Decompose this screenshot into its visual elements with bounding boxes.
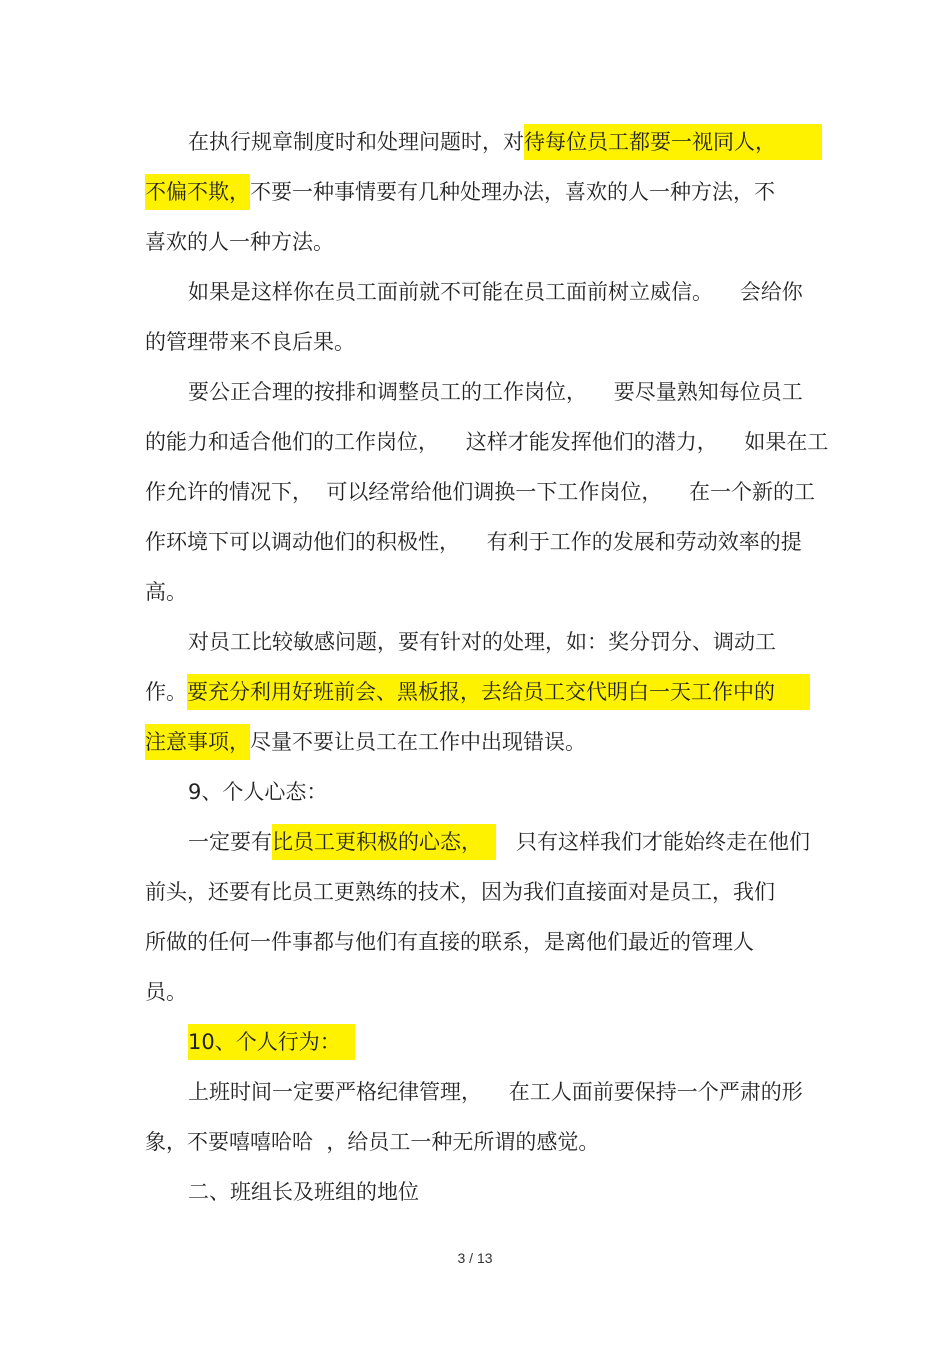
- p4-line-3: [145, 727, 586, 757]
- section-heading: 二、班组长及班组的地位: [188, 1180, 419, 1204]
- text: 只有这样我们才能始终走在他们: [496, 830, 811, 854]
- p5-line-4: 员。: [145, 980, 187, 1004]
- p5-line-2: 前头，还要有比员工更熟练的技术，因为我们直接面对是员工，我们: [145, 880, 775, 904]
- highlight: 要充分利用好班前会、黑板报，去给员工交代明白一天工作中的: [187, 674, 810, 710]
- p6-line-2: 象，不要嘻嘻哈哈 ，给员工一种无所谓的感觉。: [145, 1130, 600, 1154]
- page-number: 3 / 13: [457, 1250, 493, 1266]
- highlight: 不偏不欺，: [145, 174, 250, 210]
- text: 在执行规章制度时和处理问题时，对: [188, 130, 524, 154]
- p2-line-2: 的管理带来不良后果。: [145, 330, 355, 354]
- heading-10: [188, 1027, 355, 1057]
- p3-line-1: 要公正合理的按排和调整员工的工作岗位， 要尽量熟知每位员工: [188, 380, 803, 404]
- p3-line-4: 作环境下可以调动他们的积极性， 有利于工作的发展和劳动效率的提: [145, 530, 802, 554]
- p3-line-2: 的能力和适合他们的工作岗位， 这样才能发挥他们的潜力， 如果在工: [145, 430, 829, 454]
- text: 作。: [145, 680, 187, 704]
- p5-line-3: 所做的任何一件事都与他们有直接的联系，是离他们最近的管理人: [145, 930, 754, 954]
- p4-line-1: 对员工比较敏感问题，要有针对的处理，如：奖分罚分、调动工: [188, 630, 776, 654]
- highlight: 待每位员工都要一视同人，: [524, 124, 822, 160]
- text: 尽量不要让员工在工作中出现错误。: [250, 730, 586, 754]
- p6-line-1: 上班时间一定要严格纪律管理， 在工人面前要保持一个严肃的形: [188, 1080, 803, 1104]
- highlight: 注意事项，: [145, 724, 250, 760]
- text: 不要一种事情要有几种处理办法，喜欢的人一种方法，不: [250, 180, 775, 204]
- p3-line-5: 高。: [145, 580, 187, 604]
- p1-line-3: 喜欢的人一种方法。: [145, 230, 334, 254]
- p2-line-1: 如果是这样你在员工面前就不可能在员工面前树立威信。 会给你: [188, 280, 803, 304]
- p1-line-2: [145, 177, 775, 207]
- p3-line-3: 作允许的情况下， 可以经常给他们调换一下工作岗位， 在一个新的工: [145, 480, 816, 504]
- p5-line-1: [188, 827, 810, 857]
- highlight: 比员工更积极的心态，: [272, 824, 496, 860]
- p4-line-2: [145, 677, 810, 707]
- highlight: 10、个人行为：: [188, 1024, 355, 1060]
- heading-9: 9、个人心态：: [188, 780, 328, 804]
- p1-line-1: [188, 127, 822, 157]
- text: 一定要有: [188, 830, 272, 854]
